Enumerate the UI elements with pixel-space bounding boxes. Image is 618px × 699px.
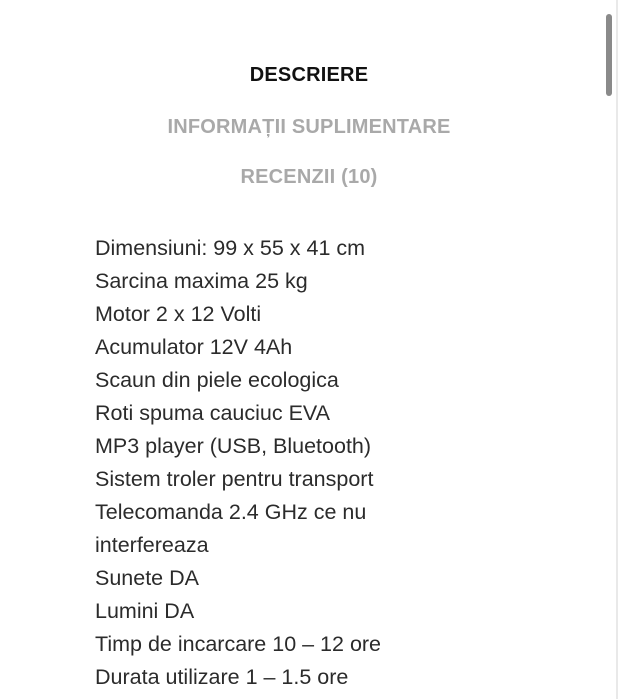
- spec-line: Timp de incarcare 10 – 12 ore: [95, 632, 382, 656]
- spec-line: Motor 2 x 12 Volti: [95, 302, 262, 326]
- tab-reviews[interactable]: RECENZII (10): [240, 166, 378, 188]
- spec-line: Acumulator 12V 4Ah: [95, 335, 293, 359]
- spec-line: Sarcina maxima 25 kg: [95, 269, 308, 293]
- vertical-scrollbar[interactable]: [606, 14, 612, 96]
- spec-line: Scaun din piele ecologica: [95, 368, 339, 392]
- tab-additional-info[interactable]: INFORMAȚII SUPLIMENTARE: [167, 116, 451, 138]
- spec-line: Dimensiuni: 99 x 55 x 41 cm: [95, 236, 366, 260]
- tab-description[interactable]: DESCRIERE: [249, 64, 369, 86]
- spec-line: Sunete DA: [95, 566, 199, 590]
- spec-line: Durata utilizare 1 – 1.5 ore: [95, 665, 349, 689]
- spec-line: MP3 player (USB, Bluetooth): [95, 434, 372, 458]
- product-specs-list: [95, 232, 535, 694]
- spec-line: Sistem troler pentru transport: [95, 467, 374, 491]
- spec-line: Roti spuma cauciuc EVA: [95, 401, 331, 425]
- spec-line: Lumini DA: [95, 599, 195, 623]
- spec-line: Telecomanda 2.4 GHz ce nu: [95, 500, 367, 524]
- spec-line: interfereaza: [95, 533, 209, 557]
